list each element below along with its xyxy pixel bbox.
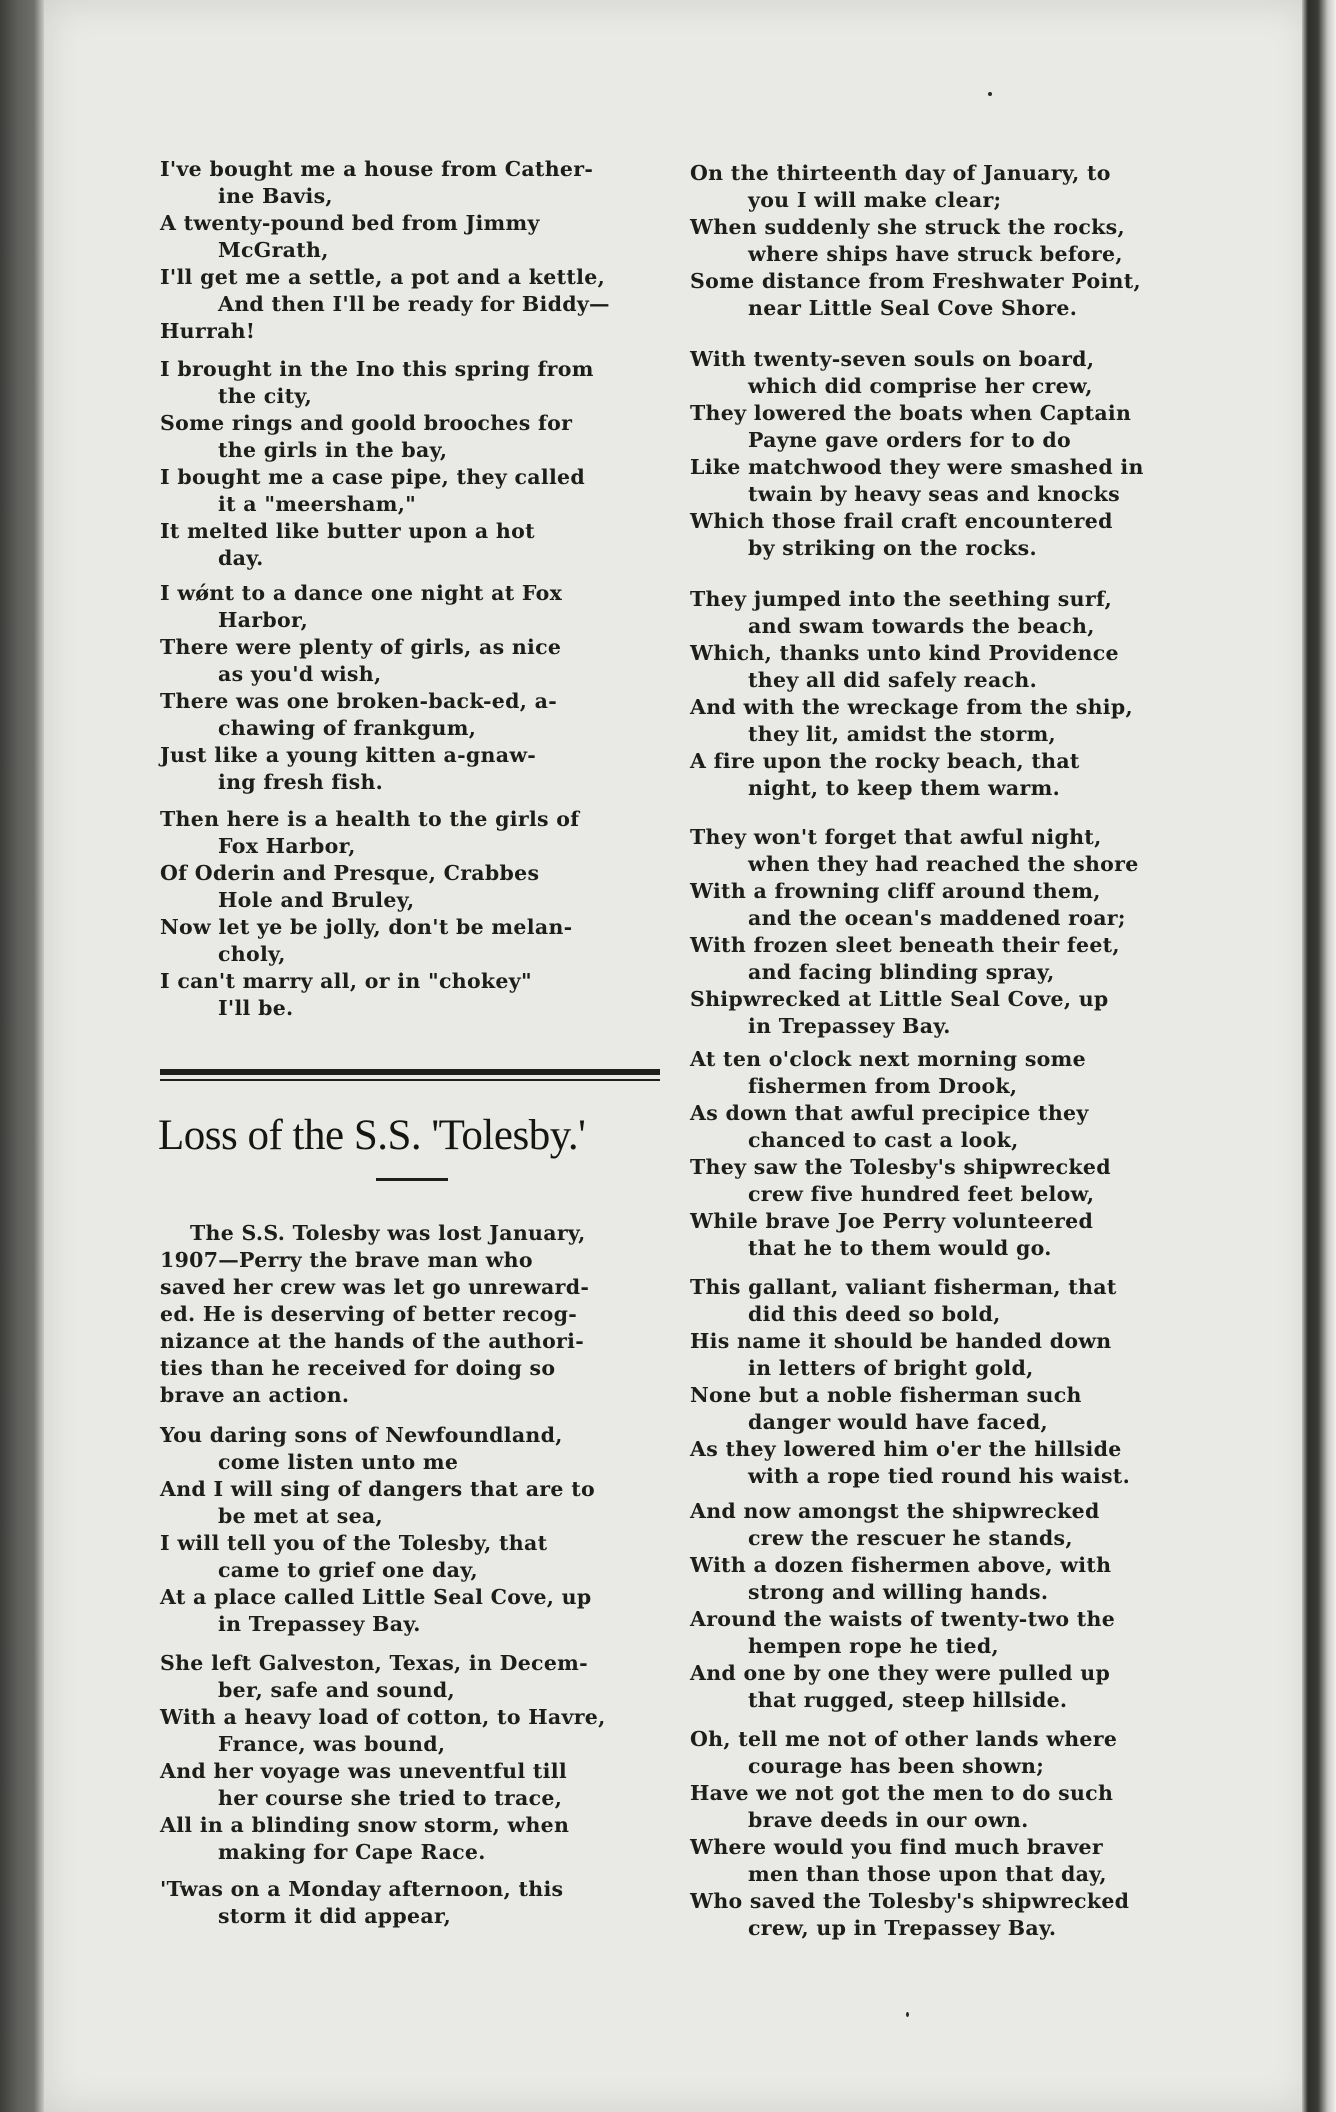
verse-line: and swam towards the beach, (748, 614, 1095, 638)
verse-line: be met at sea, (218, 1504, 383, 1528)
verse-line: Hurrah! (160, 319, 256, 343)
verse-line: come listen unto me (218, 1450, 459, 1474)
verse-line: I can't marry all, or in "chokey" (160, 969, 532, 993)
verse-line: Like matchwood they were smashed in (690, 455, 1144, 479)
verse-line: Some rings and goold brooches for (160, 411, 573, 435)
verse-line: it a "meersham," (218, 492, 417, 516)
verse-line: chanced to cast a look, (748, 1128, 1019, 1152)
poem-title: Loss of the S.S. 'Tolesby.' (158, 1112, 586, 1159)
verse-line: Which those frail craft encountered (690, 509, 1113, 533)
verse-line: crew five hundred feet below, (748, 1182, 1095, 1206)
verse-line: that he to them would go. (748, 1236, 1052, 1260)
verse-line: 'Twas on a Monday afternoon, this (160, 1877, 564, 1901)
poem-stanza (690, 586, 1133, 802)
verse-line: in Trepassey Bay. (748, 1014, 951, 1038)
verse-line: With a frowning cliff around them, (690, 879, 1101, 903)
poem-stanza (690, 1046, 1111, 1262)
verse-line: At ten o'clock next morning some (690, 1047, 1086, 1071)
poem-stanza (690, 1498, 1115, 1714)
poem-stanza (160, 1650, 606, 1866)
verse-line: making for Cape Race. (218, 1840, 486, 1864)
verse-line: in Trepassey Bay. (218, 1612, 421, 1636)
verse-line: France, was bound, (218, 1732, 446, 1756)
verse-line: ed. He is deserving of better recog- (160, 1302, 578, 1326)
verse-line: And now amongst the shipwrecked (690, 1499, 1100, 1523)
verse-line: courage has been shown; (748, 1754, 1045, 1778)
song-stanza (160, 580, 562, 796)
verse-line: There was one broken-back-ed, a- (160, 689, 558, 713)
poem-stanza (690, 1274, 1130, 1490)
verse-line: On the thirteenth day of January, to (690, 161, 1111, 185)
verse-line: Where would you find much braver (690, 1835, 1103, 1859)
verse-line: nizance at the hands of the authori- (160, 1329, 585, 1353)
verse-line: With frozen sleet beneath their feet, (690, 933, 1120, 957)
verse-line: crew, up in Trepassey Bay. (748, 1916, 1057, 1940)
verse-line: While brave Joe Perry volunteered (690, 1209, 1094, 1233)
verse-line: Shipwrecked at Little Seal Cove, up (690, 987, 1109, 1011)
verse-line: twain by heavy seas and knocks (748, 482, 1121, 506)
verse-line: Fox Harbor, (218, 834, 356, 858)
verse-line: As they lowered him o'er the hillside (690, 1437, 1122, 1461)
verse-line: It melted like butter upon a hot (160, 519, 535, 543)
verse-line: I will tell you of the Tolesby, that (160, 1531, 548, 1555)
verse-line: And then I'll be ready for Biddy— (218, 292, 610, 316)
verse-line: fishermen from Drook, (748, 1074, 1018, 1098)
verse-line: Of Oderin and Presque, Crabbes (160, 861, 540, 885)
intro-paragraph (160, 1220, 589, 1409)
verse-line: as you'd wish, (218, 662, 382, 686)
verse-line: Have we not got the men to do such (690, 1781, 1114, 1805)
poem-stanza (160, 1422, 595, 1638)
verse-line: brave an action. (160, 1383, 350, 1407)
verse-line: storm it did appear, (218, 1904, 452, 1928)
verse-line: you I will make clear; (748, 188, 1002, 212)
verse-line: day. (218, 546, 264, 570)
verse-line: they all did safely reach. (748, 668, 1038, 692)
verse-line: which did comprise her crew, (748, 374, 1093, 398)
verse-line: the city, (218, 384, 313, 408)
verse-line: crew the rescuer he stands, (748, 1526, 1073, 1550)
poem-stanza (160, 1876, 563, 1930)
verse-line: I've bought me a house from Cather- (160, 157, 594, 181)
verse-line: her course she tried to trace, (218, 1786, 563, 1810)
verse-line: I brought in the Ino this spring from (160, 357, 594, 381)
verse-line: And I will sing of dangers that are to (160, 1477, 595, 1501)
verse-line: Payne gave orders for to do (748, 428, 1071, 452)
verse-line: His name it should be handed down (690, 1329, 1112, 1353)
verse-line: when they had reached the shore (748, 852, 1139, 876)
verse-line: They saw the Tolesby's shipwrecked (690, 1155, 1111, 1179)
verse-line: With a dozen fishermen above, with (690, 1553, 1112, 1577)
verse-line: There were plenty of girls, as nice (160, 635, 562, 659)
verse-line: At a place called Little Seal Cove, up (160, 1585, 592, 1609)
verse-line: Hole and Bruley, (218, 888, 415, 912)
verse-line: And her voyage was uneventful till (160, 1759, 567, 1783)
verse-line: When suddenly she struck the rocks, (690, 215, 1125, 239)
verse-line: hempen rope he tied, (748, 1634, 999, 1658)
verse-line: And one by one they were pulled up (690, 1661, 1111, 1685)
verse-line: the girls in the bay, (218, 438, 448, 462)
verse-line: The S.S. Tolesby was lost January, (190, 1221, 586, 1245)
verse-line: near Little Seal Cove Shore. (748, 296, 1078, 320)
verse-line: ties than he received for doing so (160, 1356, 556, 1380)
verse-line: brave deeds in our own. (748, 1808, 1029, 1832)
verse-line: With twenty-seven souls on board, (690, 347, 1095, 371)
verse-line: where ships have struck before, (748, 242, 1123, 266)
verse-line: I wǿnt to a dance one night at Fox (160, 581, 563, 605)
page-binding-edge (1302, 0, 1336, 2112)
verse-line: saved her crew was let go unreward- (160, 1275, 590, 1299)
verse-line: strong and willing hands. (748, 1580, 1049, 1604)
verse-line: Around the waists of twenty-two the (690, 1607, 1116, 1631)
verse-line: that rugged, steep hillside. (748, 1688, 1068, 1712)
section-divider-thick (160, 1069, 660, 1075)
verse-line: Just like a young kitten a-gnaw- (160, 743, 537, 767)
verse-line: She left Galveston, Texas, in Decem- (160, 1651, 588, 1675)
verse-line: night, to keep them warm. (748, 776, 1061, 800)
verse-line: They lowered the boats when Captain (690, 401, 1132, 425)
section-divider-thin (160, 1079, 660, 1081)
verse-line: As down that awful precipice they (690, 1101, 1089, 1125)
verse-line: ing fresh fish. (218, 770, 384, 794)
poem-stanza (690, 1726, 1129, 1942)
song-stanza (160, 356, 594, 572)
verse-line: chawing of frankgum, (218, 716, 477, 740)
verse-line: Which, thanks unto kind Providence (690, 641, 1119, 665)
print-speck (906, 2012, 909, 2017)
verse-line: came to grief one day, (218, 1558, 478, 1582)
verse-line: McGrath, (218, 238, 329, 262)
poem-stanza (690, 160, 1141, 322)
verse-line: in letters of bright gold, (748, 1356, 1034, 1380)
verse-line: and the ocean's maddened roar; (748, 906, 1126, 930)
verse-line: Now let ye be jolly, don't be melan- (160, 915, 573, 939)
verse-line: They jumped into the seething surf, (690, 587, 1113, 611)
verse-line: Harbor, (218, 608, 309, 632)
verse-line: choly, (218, 942, 286, 966)
verse-line: ber, safe and sound, (218, 1678, 455, 1702)
verse-line: they lit, amidst the storm, (748, 722, 1056, 746)
verse-line: This gallant, valiant fisherman, that (690, 1275, 1117, 1299)
verse-line: They won't forget that awful night, (690, 825, 1102, 849)
verse-line: and facing blinding spray, (748, 960, 1055, 984)
verse-line: Then here is a health to the girls of (160, 807, 580, 831)
verse-line: And with the wreckage from the ship, (690, 695, 1133, 719)
verse-line: by striking on the rocks. (748, 536, 1037, 560)
title-underline (376, 1178, 448, 1181)
verse-line: I'll be. (218, 996, 294, 1020)
verse-line: men than those upon that day, (748, 1862, 1107, 1886)
verse-line: I'll get me a settle, a pot and a kettle, (160, 265, 606, 289)
verse-line: With a heavy load of cotton, to Havre, (160, 1705, 606, 1729)
verse-line: with a rope tied round his waist. (748, 1464, 1131, 1488)
verse-line: did this deed so bold, (748, 1302, 1001, 1326)
song-stanza (160, 806, 579, 1022)
verse-line: You daring sons of Newfoundland, (160, 1423, 563, 1447)
verse-line: All in a blinding snow storm, when (160, 1813, 570, 1837)
verse-line: I bought me a case pipe, they called (160, 465, 586, 489)
verse-line: ine Bavis, (218, 184, 333, 208)
verse-line: Who saved the Tolesby's shipwrecked (690, 1889, 1130, 1913)
verse-line: Some distance from Freshwater Point, (690, 269, 1141, 293)
poem-stanza (690, 824, 1139, 1040)
print-speck (988, 92, 992, 96)
verse-line: None but a noble fisherman such (690, 1383, 1082, 1407)
poem-stanza (690, 346, 1144, 562)
verse-line: danger would have faced, (748, 1410, 1048, 1434)
verse-line: Oh, tell me not of other lands where (690, 1727, 1118, 1751)
song-stanza (160, 156, 610, 345)
verse-line: 1907—Perry the brave man who (160, 1248, 533, 1272)
verse-line: A fire upon the rocky beach, that (690, 749, 1080, 773)
verse-line: A twenty-pound bed from Jimmy (160, 211, 540, 235)
